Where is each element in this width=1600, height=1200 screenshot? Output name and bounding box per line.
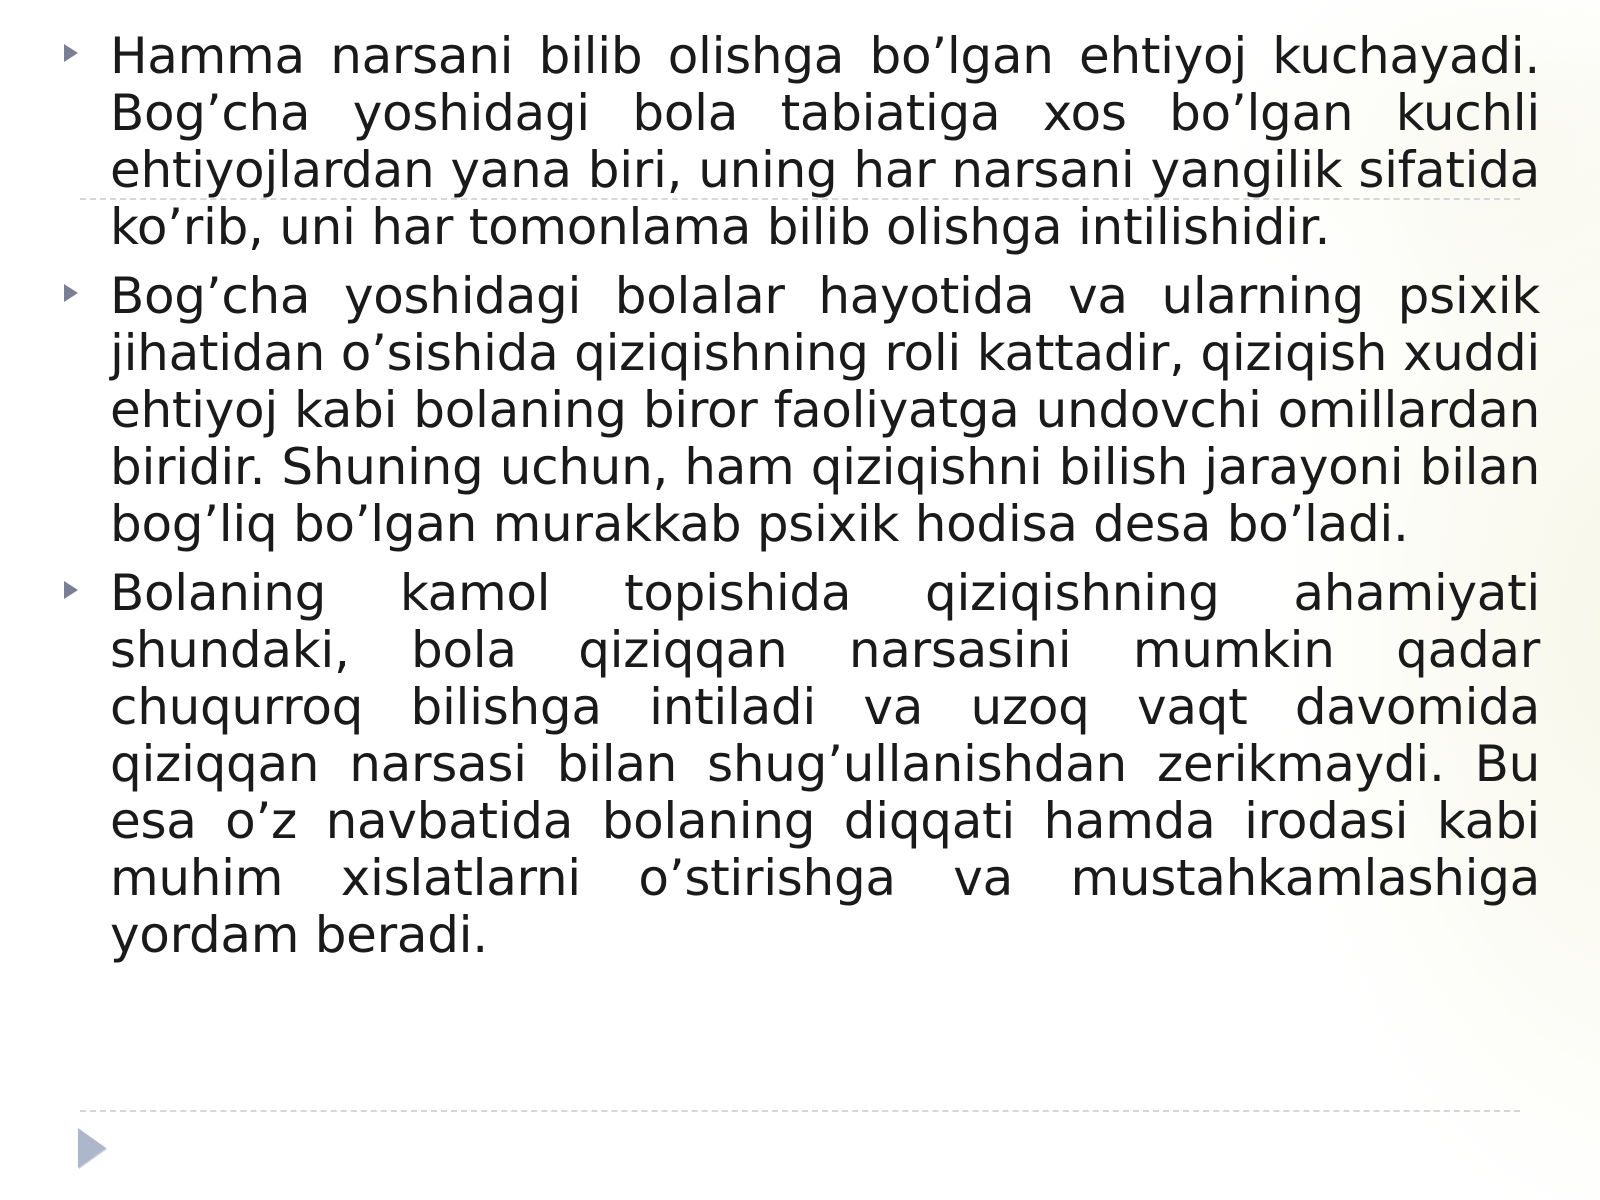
bullet-list <box>60 28 1540 976</box>
triangle-bullet-icon <box>64 44 78 62</box>
bullet-text: Hamma narsani bilib olishga bo’lgan ehtiyoj kuchayadi. Bog’cha yoshidagi bola tabiatiga xos bo’lgan kuchli ehtiyojlardan yana biri, uning har narsani yangilik sifatida ko’rib, uni har tomonlama bilib olishga intilishidir. <box>110 27 1540 256</box>
decorative-dashed-line-bottom <box>80 1110 1520 1112</box>
bullet-text: Bolaning kamol topishida qiziqishning ahamiyati shundaki, bola qiziqqan narsasini mumkin qadar chuqurroq bilishga intiladi va uzoq vaqt davomida qiziqqan narsasi bilan shug’ullanishdan zerikmaydi. Bu esa o’z navbatida bolaning diqqati hamda irodasi kabi muhim xislatlarni o’stirishga va mustahkamlashiga yordam beradi. <box>110 564 1540 964</box>
bullet-item <box>60 28 1540 256</box>
bullet-item <box>60 565 1540 964</box>
bullet-text: Bog’cha yoshidagi bolalar hayotida va ularning psixik jihatidan o’sishida qiziqishning roli kattadir, qiziqish xuddi ehtiyoj kabi bolaning biror faoliyatga undovchi omillardan biridir. Shuning uchun, ham qiziqishni bilish jarayoni bilan bog’liq bo’lgan murakkab psixik hodisa desa bo’ladi. <box>110 267 1540 553</box>
bullet-item <box>60 268 1540 553</box>
triangle-bullet-icon <box>64 581 78 599</box>
triangle-bullet-icon <box>64 284 78 302</box>
play-arrow-icon[interactable] <box>78 1128 106 1168</box>
